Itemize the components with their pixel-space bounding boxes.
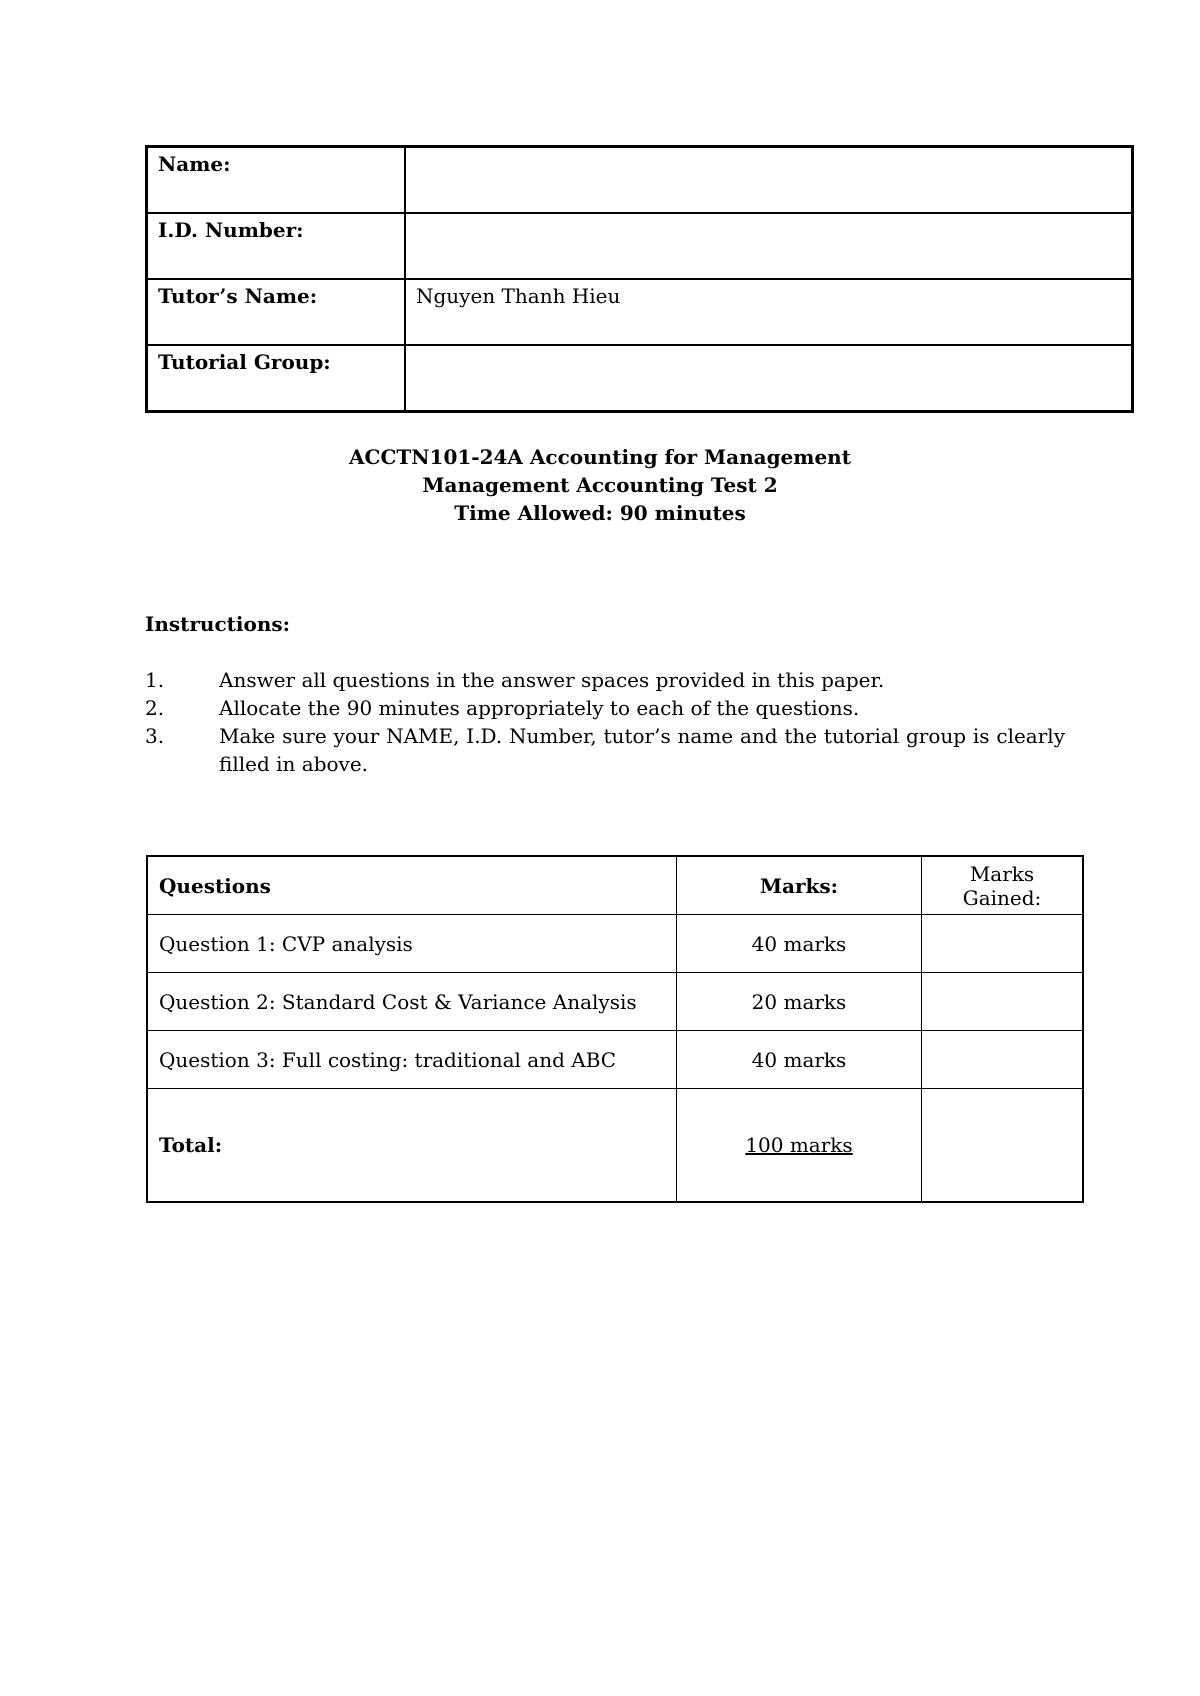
questions-header: Questions — [147, 856, 677, 915]
info-label: Tutor’s Name: — [147, 279, 406, 345]
total-gained-cell[interactable] — [922, 1089, 1084, 1203]
instructions-list — [145, 666, 1065, 778]
instruction-number: 1. — [145, 668, 165, 692]
table-row — [147, 915, 1083, 973]
total-row — [147, 1089, 1083, 1203]
instruction-text: Make sure your NAME, I.D. Number, tutor’s name and the tutorial group is clearly filled in above. — [219, 724, 1065, 776]
info-row-name — [147, 147, 1133, 214]
total-marks: 100 marks — [745, 1133, 853, 1157]
instruction-text: Allocate the 90 minutes appropriately to each of the questions. — [219, 696, 860, 720]
instruction-item — [145, 694, 1065, 722]
instruction-item — [145, 666, 1065, 694]
name-field[interactable] — [405, 147, 1133, 214]
marks-table — [146, 855, 1084, 1203]
info-label: Name: — [147, 147, 406, 214]
info-label: I.D. Number: — [147, 213, 406, 279]
table-row — [147, 973, 1083, 1031]
tutorial-group-field[interactable] — [405, 345, 1133, 412]
id-number-field[interactable] — [405, 213, 1133, 279]
instruction-number: 3. — [145, 724, 165, 748]
marks-gained-cell[interactable] — [922, 973, 1084, 1031]
marks-cell: 40 marks — [677, 1031, 922, 1089]
test-title: Management Accounting Test 2 — [422, 473, 778, 497]
info-row-group — [147, 345, 1133, 412]
tutor-name-field[interactable]: Nguyen Thanh Hieu — [405, 279, 1133, 345]
title-block — [0, 443, 1200, 527]
instruction-number: 2. — [145, 696, 165, 720]
table-row — [147, 1031, 1083, 1089]
info-row-tutor — [147, 279, 1133, 345]
marks-gained-cell[interactable] — [922, 1031, 1084, 1089]
instructions-heading: Instructions: — [145, 612, 291, 636]
info-row-id — [147, 213, 1133, 279]
marks-cell: 40 marks — [677, 915, 922, 973]
student-info-table — [145, 145, 1134, 413]
instruction-item — [145, 722, 1065, 778]
course-title: ACCTN101-24A Accounting for Management — [349, 445, 851, 469]
marks-header: Marks: — [677, 856, 922, 915]
marks-gained-cell[interactable] — [922, 915, 1084, 973]
marks-cell: 20 marks — [677, 973, 922, 1031]
info-label: Tutorial Group: — [147, 345, 406, 412]
marks-header-row — [147, 856, 1083, 915]
time-allowed: Time Allowed: 90 minutes — [454, 501, 746, 525]
marks-gained-header: Marks Gained: — [922, 856, 1084, 915]
total-label: Total: — [147, 1089, 677, 1203]
total-marks-cell — [677, 1089, 922, 1203]
instruction-text: Answer all questions in the answer spaces provided in this paper. — [219, 668, 885, 692]
question-cell: Question 2: Standard Cost & Variance Analysis — [147, 973, 677, 1031]
question-cell: Question 1: CVP analysis — [147, 915, 677, 973]
question-cell: Question 3: Full costing: traditional and ABC — [147, 1031, 677, 1089]
